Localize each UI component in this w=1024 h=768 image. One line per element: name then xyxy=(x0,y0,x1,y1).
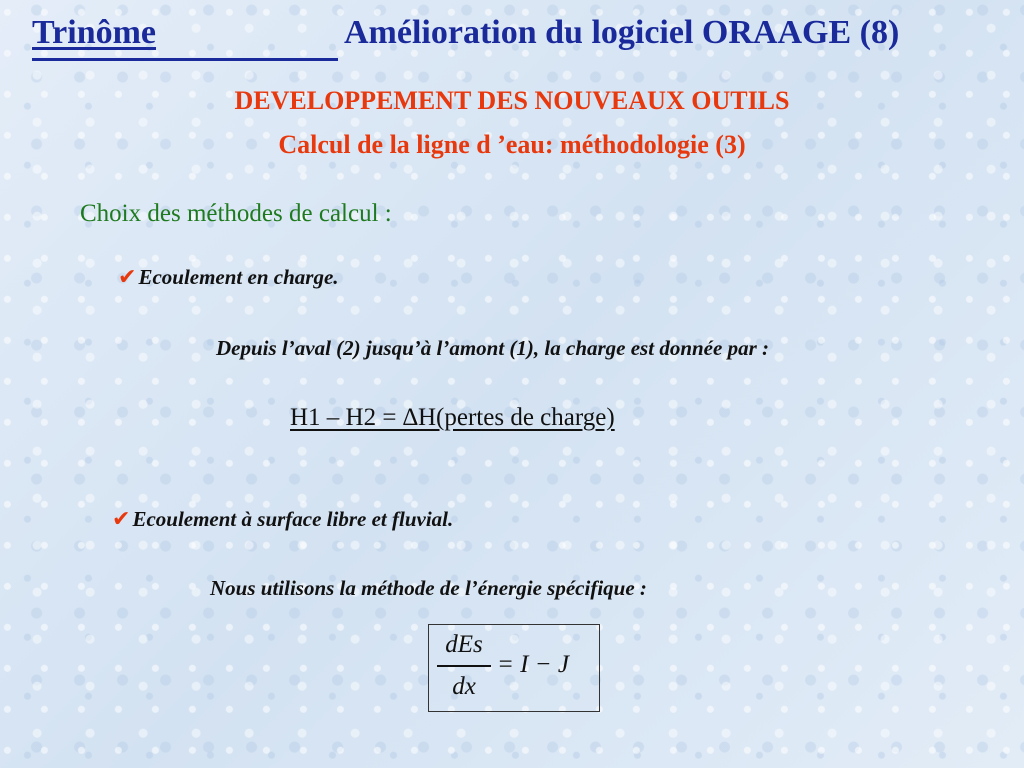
bullet-item-free-surface-flow xyxy=(112,506,453,532)
checkmark-icon: ✔ xyxy=(118,264,137,289)
title-left: Trinôme xyxy=(32,14,157,51)
formula-fraction xyxy=(437,631,491,701)
formula-denominator: dx xyxy=(452,672,476,700)
item-note: Nous utilisons la méthode de l’énergie spécifique : xyxy=(210,576,647,600)
checkmark-icon: ✔ xyxy=(112,506,131,531)
formula-rhs: = I − J xyxy=(497,651,569,678)
section-heading: DEVELOPPEMENT DES NOUVEAUX OUTILS xyxy=(234,86,790,115)
title-right: Amélioration du logiciel ORAAGE (8) xyxy=(344,14,900,51)
bullet-item-pressure-flow xyxy=(118,264,339,290)
title-underline-rule xyxy=(32,58,338,61)
slide-title xyxy=(32,14,1002,64)
bullet-label: Ecoulement à surface libre et fluvial. xyxy=(132,507,454,531)
bullet-label: Ecoulement en charge. xyxy=(138,265,339,289)
fraction-bar xyxy=(437,665,491,667)
choice-heading: Choix des méthodes de calcul : xyxy=(80,200,392,227)
specific-energy-formula xyxy=(428,624,600,712)
section-subheading: Calcul de la ligne d ’eau: méthodologie (3) xyxy=(278,130,746,159)
item-note: Depuis l’aval (2) jusqu’à l’amont (1), la charge est donnée par : xyxy=(216,336,769,360)
formula-numerator: dEs xyxy=(445,631,483,658)
head-loss-equation: H1 – H2 = ∆H(pertes de charge) xyxy=(290,404,615,431)
